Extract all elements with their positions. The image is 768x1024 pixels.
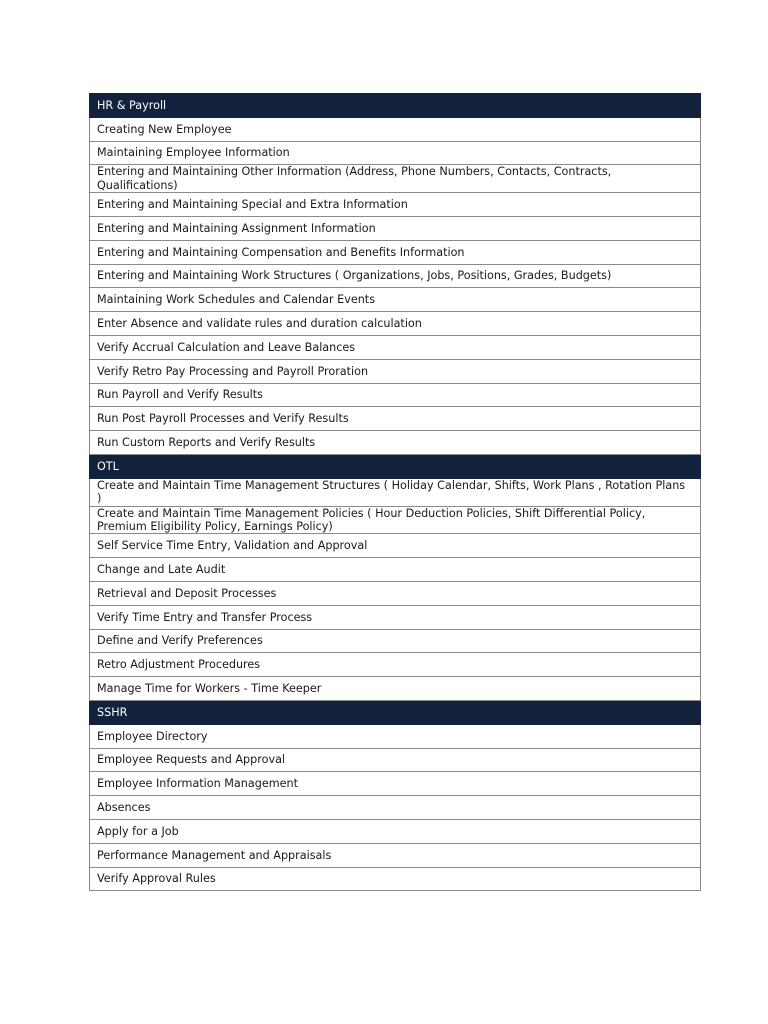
table-row xyxy=(90,629,701,653)
table-row xyxy=(90,605,701,629)
table-row xyxy=(90,843,701,867)
table-cell: Define and Verify Preferences xyxy=(90,629,701,653)
table-cell: Entering and Maintaining Assignment Information xyxy=(90,217,701,241)
section-header-otl: OTL xyxy=(90,454,701,478)
table-row xyxy=(90,407,701,431)
table-row xyxy=(90,217,701,241)
table-cell: Retro Adjustment Procedures xyxy=(90,653,701,677)
table-row xyxy=(90,796,701,820)
table-row xyxy=(90,653,701,677)
table-cell: Entering and Maintaining Special and Extra Information xyxy=(90,193,701,217)
table-cell: Create and Maintain Time Management Policies ( Hour Deduction Policies, Shift Differential Policy, Premium Eligibility Policy, Earnings Policy) xyxy=(90,506,701,534)
section-header-row xyxy=(90,94,701,118)
section-header-row xyxy=(90,700,701,724)
table-row xyxy=(90,748,701,772)
section-header-sshr: SSHR xyxy=(90,700,701,724)
table-row xyxy=(90,534,701,558)
section-header-hr-payroll: HR & Payroll xyxy=(90,94,701,118)
table-cell: Maintaining Work Schedules and Calendar Events xyxy=(90,288,701,312)
table-row xyxy=(90,312,701,336)
table-cell: Entering and Maintaining Other Information (Address, Phone Numbers, Contacts, Contracts, Qualifications) xyxy=(90,165,701,193)
table-cell: Verify Accrual Calculation and Leave Balances xyxy=(90,335,701,359)
table-row xyxy=(90,141,701,165)
process-table xyxy=(89,93,701,891)
table-cell: Verify Time Entry and Transfer Process xyxy=(90,605,701,629)
table-cell: Run Post Payroll Processes and Verify Results xyxy=(90,407,701,431)
table-cell: Entering and Maintaining Work Structures ( Organizations, Jobs, Positions, Grades, Budgets) xyxy=(90,264,701,288)
table-cell: Maintaining Employee Information xyxy=(90,141,701,165)
table-row xyxy=(90,335,701,359)
table-cell: Enter Absence and validate rules and duration calculation xyxy=(90,312,701,336)
table-row xyxy=(90,193,701,217)
table-cell: Run Payroll and Verify Results xyxy=(90,383,701,407)
table-cell: Employee Directory xyxy=(90,724,701,748)
table-cell: Create and Maintain Time Management Structures ( Holiday Calendar, Shifts, Work Plans , Rotation Plans ) xyxy=(90,478,701,506)
table-row xyxy=(90,431,701,455)
table-cell: Absences xyxy=(90,796,701,820)
table-row xyxy=(90,772,701,796)
table-row xyxy=(90,264,701,288)
table-cell: Entering and Maintaining Compensation and Benefits Information xyxy=(90,240,701,264)
table-cell: Retrieval and Deposit Processes xyxy=(90,581,701,605)
table-row xyxy=(90,867,701,891)
table-row xyxy=(90,383,701,407)
table-row xyxy=(90,288,701,312)
table-cell: Manage Time for Workers - Time Keeper xyxy=(90,677,701,701)
table-row xyxy=(90,478,701,506)
table-cell: Creating New Employee xyxy=(90,117,701,141)
table-row xyxy=(90,558,701,582)
table-cell: Verify Approval Rules xyxy=(90,867,701,891)
table-row xyxy=(90,677,701,701)
table-row xyxy=(90,240,701,264)
table-cell: Apply for a Job xyxy=(90,819,701,843)
table-cell: Performance Management and Appraisals xyxy=(90,843,701,867)
table-cell: Employee Information Management xyxy=(90,772,701,796)
table-row xyxy=(90,117,701,141)
table-row xyxy=(90,724,701,748)
section-header-row xyxy=(90,454,701,478)
table-cell: Employee Requests and Approval xyxy=(90,748,701,772)
table-cell: Self Service Time Entry, Validation and Approval xyxy=(90,534,701,558)
table-row xyxy=(90,359,701,383)
table-cell: Run Custom Reports and Verify Results xyxy=(90,431,701,455)
table-row xyxy=(90,165,701,193)
table-row xyxy=(90,506,701,534)
table-cell: Verify Retro Pay Processing and Payroll Proration xyxy=(90,359,701,383)
table-cell: Change and Late Audit xyxy=(90,558,701,582)
table-row xyxy=(90,819,701,843)
table-row xyxy=(90,581,701,605)
